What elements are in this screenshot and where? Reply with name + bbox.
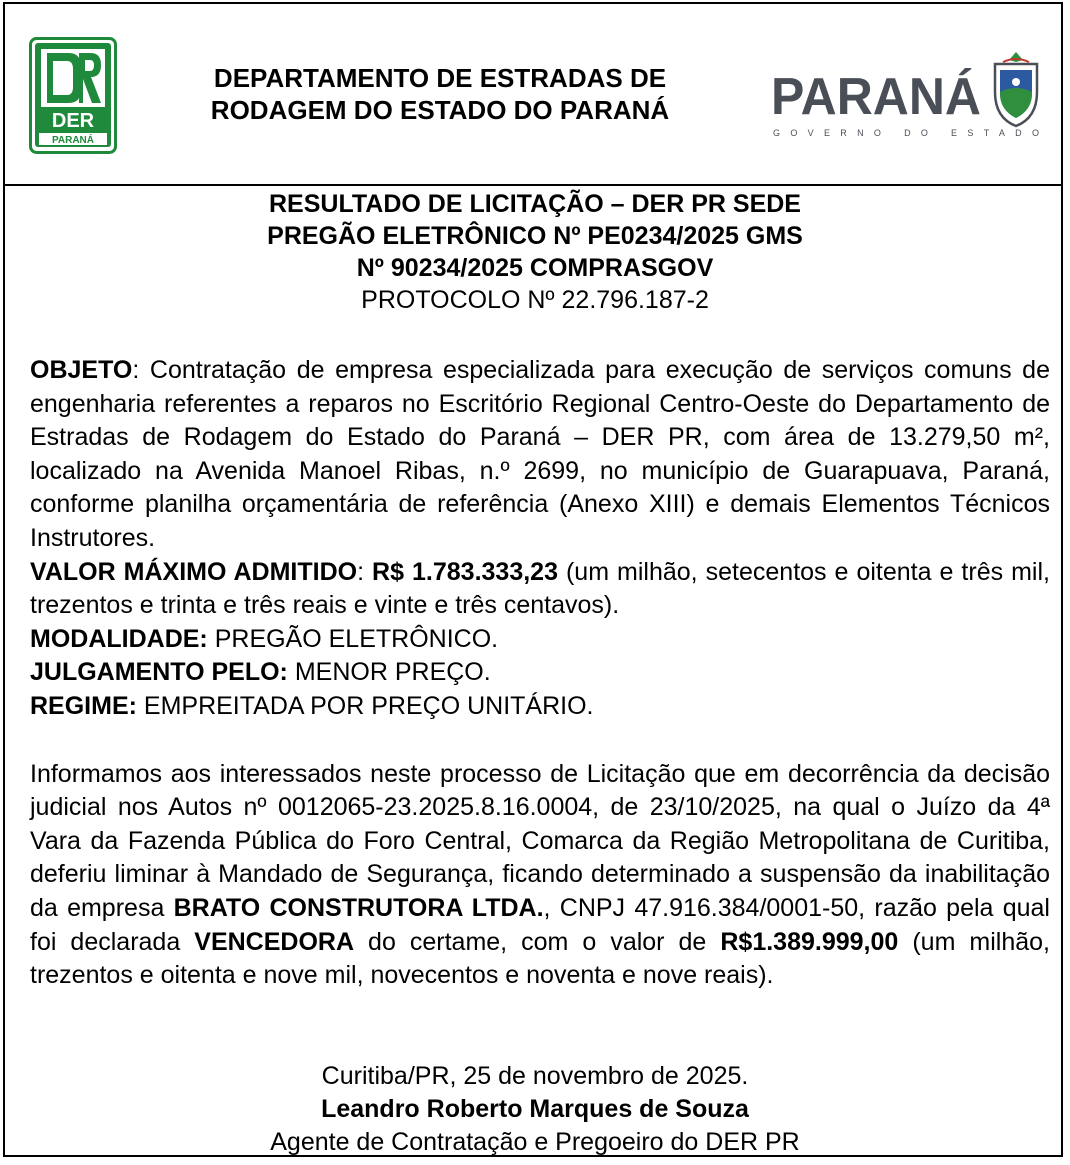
titles-block	[5, 188, 1065, 316]
regime-value: EMPREITADA POR PREÇO UNITÁRIO.	[136, 691, 594, 720]
informamos-text4: (um milhão, trezentos e oitenta e nove mil, novecentos e noventa e nove reais).	[30, 927, 1051, 990]
header-title	[155, 62, 725, 126]
valor-text: (um milhão, setecentos e oitenta e três mil, trezentos e trinta e três reais e vinte e três centavos).	[30, 557, 1050, 620]
spacer	[30, 724, 1050, 758]
title-protocolo: PROTOCOLO Nº 22.796.187-2	[361, 286, 709, 314]
signatory-role: Agente de Contratação e Pregoeiro do DER PR	[270, 1128, 800, 1156]
regime-line	[30, 690, 1050, 724]
modalidade-line	[30, 623, 1050, 657]
julgamento-line	[30, 656, 1050, 690]
title-resultado: RESULTADO DE LICITAÇÃO – DER PR SEDE	[269, 190, 801, 218]
coat-of-arms-icon	[995, 52, 1037, 126]
julgamento-label: JULGAMENTO PELO:	[30, 658, 288, 687]
informamos-paragraph	[30, 758, 1050, 993]
valor-paragraph	[30, 556, 1050, 623]
objeto-text: : Contratação de empresa especializada para execução de serviços comuns de engenharia referentes a reparos no Escritório Regional Centro-Oeste do Departamento de Estradas de Rodagem do Estado do Paraná – DER PR, com área de 13.279,50 m², localizado na Avenida Manoel Ribas, n.º 2699, no município de Guarapuava, Paraná, conforme planilha orçamentária de referência (Anexo XIII) e demais Elementos Técnicos Instrutores.	[30, 356, 1050, 552]
der-logo-letters: DER	[51, 110, 95, 132]
place-date: Curitiba/PR, 25 de novembro de 2025.	[321, 1062, 749, 1090]
header-title-line2: RODAGEM DO ESTADO DO PARANÁ	[210, 95, 670, 125]
der-logo-subtext: PARANÁ	[51, 135, 95, 146]
informamos-text1: Informamos aos interessados neste processo de Licitação que em decorrência da decisão judicial nos Autos nº 0012065-23.2025.8.16.0004, de 23/10/2025, na qual o Juízo da 4ª Vara da Fazenda Pública do Foro Central, Comarca da Região Metropolitana de Curitiba, deferiu liminar à Mandado de Segurança, ficando determinado a suspensão da inabilitação da empresa	[30, 759, 1050, 922]
parana-logo	[767, 48, 1043, 140]
valor-label: VALOR MÁXIMO ADMITIDO	[30, 557, 358, 586]
valor-separator: :	[357, 557, 373, 586]
header	[5, 4, 1061, 186]
vencedora-label: VENCEDORA	[194, 927, 355, 956]
parana-wordmark: PARANÁ	[771, 68, 981, 126]
informamos-text3: do certame, com o valor de	[354, 927, 721, 956]
informamos-text2: , CNPJ 47.916.384/0001-50, razão pela qual foi declarada	[30, 893, 1050, 956]
title-numero: Nº 90234/2025 COMPRASGOV	[356, 254, 714, 282]
der-logo	[29, 37, 117, 154]
valor-amount: R$ 1.783.333,23	[372, 557, 558, 586]
document-body	[30, 354, 1050, 993]
header-title-line1: DEPARTAMENTO DE ESTRADAS DE	[213, 63, 667, 93]
title-pregao: PREGÃO ELETRÔNICO Nº PE0234/2025 GMS	[267, 222, 803, 250]
signatory-name: Leandro Roberto Marques de Souza	[321, 1095, 749, 1123]
modalidade-label: MODALIDADE:	[30, 624, 208, 653]
vencedora-valor: R$1.389.999,00	[720, 927, 899, 956]
document-page	[3, 2, 1063, 1157]
regime-label: REGIME:	[30, 691, 137, 720]
empresa-name: BRATO CONSTRUTORA LTDA.	[173, 893, 544, 922]
objeto-paragraph	[30, 354, 1050, 556]
julgamento-value: MENOR PREÇO.	[287, 658, 491, 687]
objeto-label: OBJETO	[30, 356, 133, 384]
parana-tagline: GOVERNO DO ESTADO	[773, 128, 1039, 138]
modalidade-value: PREGÃO ELETRÔNICO.	[207, 624, 499, 653]
signature-block	[5, 1060, 1065, 1159]
